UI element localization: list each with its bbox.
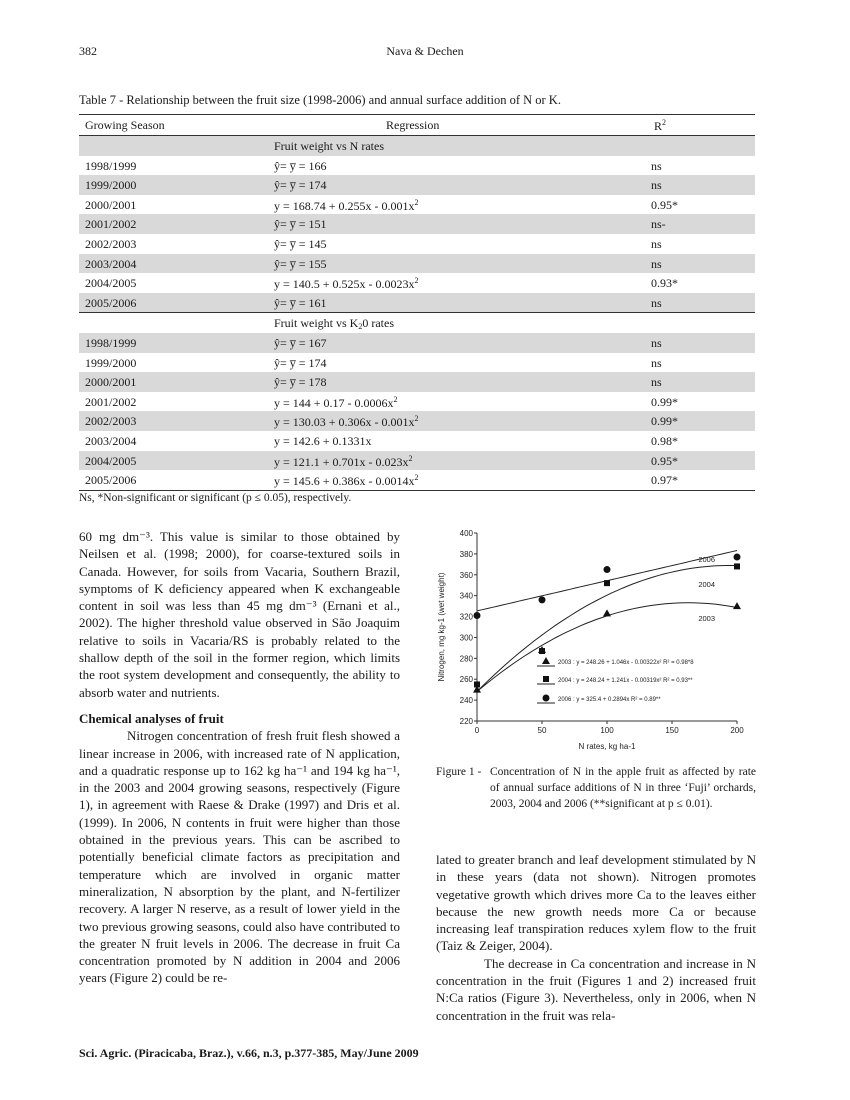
data-point-2006 xyxy=(474,612,481,619)
table-row xyxy=(79,293,755,313)
regression-cell: $y = 121.1 + 0.701x - 0.023x^2$ xyxy=(274,453,413,469)
regression-cell: $y = 168.74 + 0.255x - 0.001x^2$ xyxy=(274,197,419,213)
legend-marker-2003 xyxy=(542,657,550,664)
regression-cell: ŷ= y̅ = 151 xyxy=(274,217,327,232)
table-row xyxy=(79,254,755,274)
r2-cell: 0.95* xyxy=(651,453,678,468)
r2-cell: ns xyxy=(651,178,662,193)
legend-marker-2006 xyxy=(543,695,550,702)
r2-cell: ns xyxy=(651,335,662,350)
table-row xyxy=(79,195,755,215)
col-header-season: Growing Season xyxy=(85,118,165,132)
table-row xyxy=(79,411,755,431)
data-point-2004 xyxy=(474,681,480,687)
series-label-2003: 2003 xyxy=(698,614,715,623)
table-row xyxy=(79,273,755,293)
figure-caption xyxy=(436,764,756,812)
r2-cell: ns xyxy=(651,375,662,390)
season-cell: 2003/2004 xyxy=(85,256,137,271)
r2-cell: 0.99* xyxy=(651,394,678,409)
legend-marker-2004 xyxy=(543,676,549,682)
data-point-2004 xyxy=(539,648,545,654)
table-row xyxy=(79,214,755,234)
series-label-2004: 2004 xyxy=(698,580,715,589)
figure-label: Figure 1 - xyxy=(436,766,482,778)
season-cell: 2000/2001 xyxy=(85,375,137,390)
season-cell: 2003/2004 xyxy=(85,433,137,448)
table-caption: Table 7 - Relationship between the fruit size (1998-2006) and annual surface addition of N or K. xyxy=(79,93,561,107)
regression-table xyxy=(79,114,755,491)
season-cell: 2004/2005 xyxy=(85,276,137,291)
paragraph: The decrease in Ca concentration and increase in N concentration in the fruit (Figures 1 and 2) increased fruit N:Ca ratios (Figure 3). Nevertheless, only in 2006, when N concentration in the fruit was rela- xyxy=(436,955,756,1023)
x-tick-label: 0 xyxy=(474,726,480,735)
y-tick-label: 380 xyxy=(459,549,473,559)
data-point-2006 xyxy=(604,566,611,573)
y-tick-label: 300 xyxy=(459,633,473,643)
x-tick-label: 150 xyxy=(665,726,679,735)
section-row-n xyxy=(79,136,755,156)
col-header-regression: Regression xyxy=(386,118,440,132)
season-cell: 1998/1999 xyxy=(85,335,137,350)
table-row xyxy=(79,431,755,451)
section-label-n: Fruit weight vs N rates xyxy=(274,139,384,153)
season-cell: 1999/2000 xyxy=(85,355,137,370)
regression-cell: y = 142.6 + 0.1331x xyxy=(274,433,372,448)
season-cell: 2005/2006 xyxy=(85,473,137,488)
regression-cell: ŷ= y̅ = 155 xyxy=(274,256,327,271)
page-number: 382 xyxy=(79,44,97,58)
season-cell: 2002/2003 xyxy=(85,236,137,251)
regression-cell: ŷ= y̅ = 166 xyxy=(274,158,327,173)
y-tick-label: 260 xyxy=(459,675,473,685)
table-row xyxy=(79,234,755,254)
r2-cell: ns- xyxy=(651,217,666,232)
data-point-2004 xyxy=(604,580,610,586)
y-tick-label: 340 xyxy=(459,591,473,601)
r2-cell: ns xyxy=(651,355,662,370)
season-cell: 2001/2002 xyxy=(85,394,137,409)
legend-equation-2004: 2004 : y = 248.24 + 1.241x - 0.00319x² R² = 0.93** xyxy=(558,678,693,684)
r2-cell: 0.97* xyxy=(651,473,678,488)
regression-cell: ŷ= y̅ = 145 xyxy=(274,236,327,251)
table-row xyxy=(79,333,755,353)
y-tick-label: 320 xyxy=(459,612,473,622)
series-label-2006: 2006 xyxy=(698,555,715,564)
x-tick-label: 200 xyxy=(730,726,744,735)
season-cell: 2004/2005 xyxy=(85,453,137,468)
figure-1-chart xyxy=(430,527,760,759)
left-column xyxy=(79,528,400,987)
figure-caption-text: Concentration of N in the apple fruit as affected by rate of annual surface additions of N in three ‘Fuji’ orchards, 2003, 2004 and 2006 (**significant at p ≤ 0.01). xyxy=(490,766,756,810)
season-cell: 2005/2006 xyxy=(85,295,137,310)
regression-cell: ŷ= y̅ = 174 xyxy=(274,355,327,370)
r2-cell: 0.93* xyxy=(651,276,678,291)
data-point-2006 xyxy=(539,596,546,603)
table-row xyxy=(79,156,755,176)
regression-cell: ŷ= y̅ = 178 xyxy=(274,375,327,390)
season-cell: 2000/2001 xyxy=(85,197,137,212)
right-column xyxy=(436,851,756,1024)
y-tick-label: 220 xyxy=(459,717,473,726)
table-row xyxy=(79,372,755,392)
section-heading: Chemical analyses of fruit xyxy=(79,710,224,726)
y-tick-label: 400 xyxy=(459,529,473,538)
r2-cell: ns xyxy=(651,236,662,251)
y-tick-label: 360 xyxy=(459,570,473,580)
table-header-row xyxy=(79,114,755,136)
r2-cell: 0.99* xyxy=(651,414,678,429)
season-cell: 2001/2002 xyxy=(85,217,137,232)
section-row-k xyxy=(79,312,755,333)
r2-cell: ns xyxy=(651,158,662,173)
data-point-2004 xyxy=(734,563,740,569)
legend-equation-2006: 2006 : y = 325.4 + 0.2894x R² = 0.89** xyxy=(558,697,661,703)
paragraph: 60 mg dm⁻³. This value is similar to those obtained by Neilsen et al. (1998; 2000), for coarse-textured soils in Canada. However, for soils from Vacaria, Southern Brazil, symptoms of K deficiency appeared when K exchangeable content in soil was less than 45 mg dm⁻³ (Ernani et al., 2002). The higher threshold value observed in São Joaquim relative to soils in Vacaria/RS is probably related to the shallow depth of the soil in the former region, which limits the root system development and consequently, the ability to absorb water and nutrients. xyxy=(79,529,400,700)
journal-footer: Sci. Agric. (Piracicaba, Braz.), v.66, n.3, p.377-385, May/June 2009 xyxy=(79,1046,419,1060)
regression-cell: ŷ= y̅ = 174 xyxy=(274,178,327,193)
table-row xyxy=(79,470,755,490)
table-row xyxy=(79,175,755,195)
section-label-k: Fruit weight vs $K_20$ rates xyxy=(274,316,394,332)
r2-cell: ns xyxy=(651,256,662,271)
r2-cell: ns xyxy=(651,295,662,310)
r2-cell: 0.98* xyxy=(651,433,678,448)
paragraph: lated to greater branch and leaf development stimulated by N in these years (data not shown). Nitrogen promotes vegetative growth which drives more Ca to the leaves either because the new growth needs more Ca or because increasing leaf transpiration reduces xylem flow to the fruit (Taiz & Zeiger, 2004). xyxy=(436,852,756,954)
data-point-2006 xyxy=(734,554,741,561)
x-tick-label: 50 xyxy=(537,726,547,735)
x-axis-label: N rates, kg ha-1 xyxy=(578,742,636,751)
season-cell: 1999/2000 xyxy=(85,178,137,193)
table-footnote: Ns, *Non-significant or significant (p ≤ 0.05), respectively. xyxy=(79,492,352,504)
running-head: Nava & Dechen xyxy=(386,44,464,58)
table-row xyxy=(79,353,755,373)
k-rows xyxy=(79,333,755,490)
table-row xyxy=(79,451,755,471)
col-header-r2: $R^2$ xyxy=(654,118,667,133)
x-tick-label: 100 xyxy=(600,726,614,735)
season-cell: 1998/1999 xyxy=(85,158,137,173)
y-tick-label: 280 xyxy=(459,654,473,664)
regression-cell: $y = 144 + 0.17 - 0.0006x^2$ xyxy=(274,394,398,410)
n-rows xyxy=(79,156,755,313)
regression-cell: ŷ= y̅ = 167 xyxy=(274,335,327,350)
paragraph: Nitrogen concentration of fresh fruit flesh showed a linear increase in 2006, with increased rate of N application, and a quadratic response up to 162 kg ha⁻¹ and 194 kg ha⁻¹, in the 2003 and 2004 growing seasons, respectively (Figure 1), in agreement with Raese & Drake (1997) and Dris et al. (1999). In 2006, N contents in fruit were higher than those obtained in the previous years. This can be ascribed to potentially beneficial climate factors as precipitation and temperature which are involved in organic matter mineralization, N absorption by the plant, and N-fertilizer recovery. A larger N reserve, as a result of lower yield in the two previous growing seasons, could also have contributed to the greater N fruit levels in 2006. The decrease in fruit Ca concentration promoted by N addition in 2004 and 2006 years (Figure 2) could be re- xyxy=(79,728,400,986)
season-cell: 2002/2003 xyxy=(85,414,137,429)
regression-cell: $y = 145.6 + 0.386x - 0.0014x^2$ xyxy=(274,473,419,489)
legend-equation-2003: 2003 : y = 248.26 + 1.046x - 0.00322x² R² = 0.98*8 xyxy=(558,660,694,666)
y-axis-label: Nitrogen, mg kg-1 (wet weight) xyxy=(437,572,446,682)
table-bottom-rule xyxy=(79,490,755,491)
r2-cell: 0.95* xyxy=(651,197,678,212)
regression-cell: $y = 140.5 + 0.525x - 0.0023x^2$ xyxy=(274,276,419,292)
data-point-2003 xyxy=(733,602,741,609)
data-point-2003 xyxy=(603,609,611,616)
regression-cell: $y = 130.03 + 0.306x - 0.001x^2$ xyxy=(274,414,419,430)
regression-cell: ŷ= y̅ = 161 xyxy=(274,295,327,310)
table-row xyxy=(79,392,755,412)
y-tick-label: 240 xyxy=(459,696,473,706)
